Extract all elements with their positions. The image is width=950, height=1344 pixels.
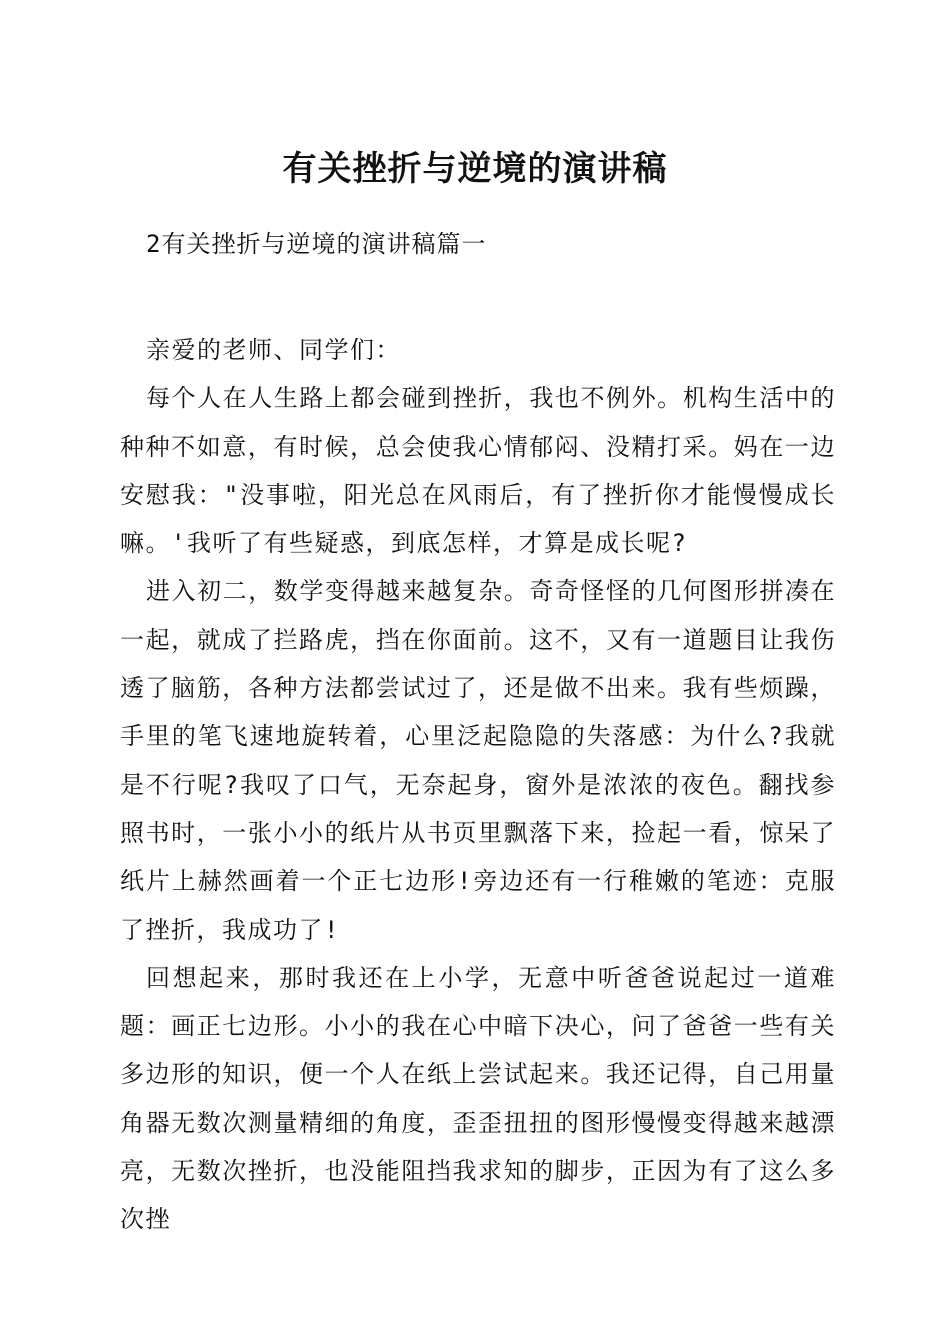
paragraph: 进入初二，数学变得越来越复杂。奇奇怪怪的几何图形拼凑在一起，就成了拦路虎，挡在你面前。这不，又有一道题目让我伤透了脑筋，各种方法都尝试过了，还是做不出来。我有些烦躁，手里的笔飞速地旋转着，心里泛起隐隐的失落感：为什么?我就是不行呢?我叹了口气，无奈起身，窗外是浓浓的夜色。翻找参照书时，一张小小的纸片从书页里飘落下来，捡起一看，惊呆了纸片上赫然画着一个正七边形!旁边还有一行稚嫩的笔迹：克服了挫折，我成功了! [120, 577, 836, 944]
paragraph-greeting: 亲爱的老师、同学们： [146, 336, 401, 364]
paragraph: 回想起来，那时我还在上小学，无意中听爸爸说起过一道难题：画正七边形。小小的我在心中暗下决心，问了爸爸一些有关多边形的知识，便一个人在纸上尝试起来。我还记得，自己用量角器无数次测量精细的角度，歪歪扭扭的图形慢慢变得越来越漂亮，无数次挫折，也没能阻挡我求知的脚步，正因为有了这么多次挫 [120, 963, 836, 1234]
section-heading: 2有关挫折与逆境的演讲稿篇一 [146, 230, 487, 258]
page-title: 有关挫折与逆境的演讲稿 [282, 149, 668, 189]
paragraph: 每个人在人生路上都会碰到挫折，我也不例外。机构生活中的种种不如意，有时候，总会使我心情郁闷、没精打采。妈在一边安慰我："没事啦，阳光总在风雨后，有了挫折你才能慢慢成长嘛。'我听了有些疑惑，到底怎样，才算是成长呢? [120, 384, 836, 558]
body-text [120, 326, 836, 1244]
